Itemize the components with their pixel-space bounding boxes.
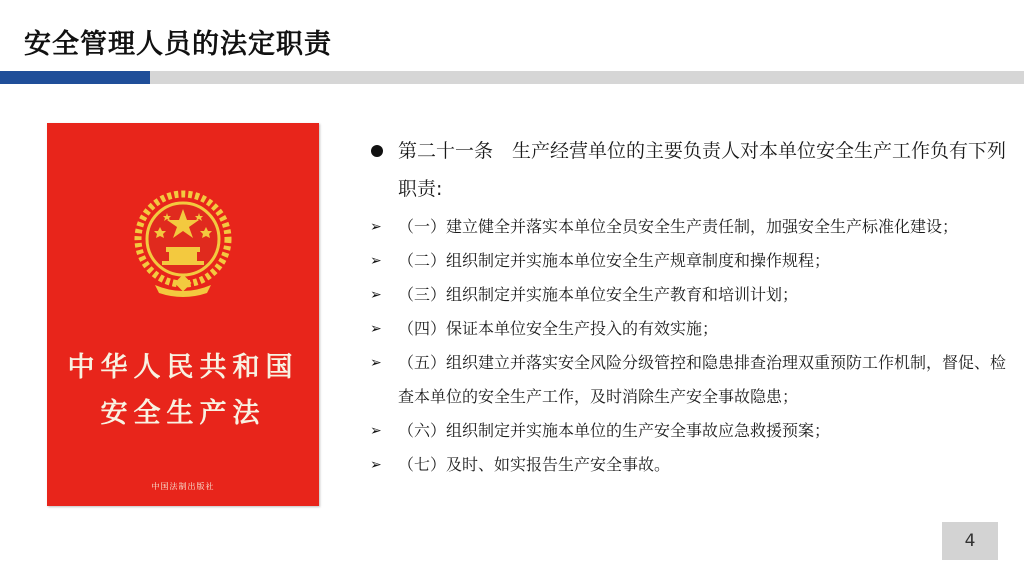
arrow-bullet-icon: ➢ (370, 287, 382, 303)
title-rule-accent (0, 71, 150, 84)
list-item (370, 210, 1018, 244)
list-item (370, 244, 1018, 278)
title-rule (150, 71, 1024, 84)
cover-title-line2: 安全生产法 (100, 398, 266, 429)
list-item (370, 278, 1018, 312)
slide-title: 安全管理人员的法定职责 (24, 29, 332, 60)
list-item (370, 448, 1018, 482)
list-item-text: （四）保证本单位安全生产投入的有效实施； (398, 319, 719, 338)
list-item (370, 312, 1018, 346)
arrow-bullet-icon: ➢ (370, 253, 382, 269)
arrow-bullet-icon: ➢ (370, 355, 382, 371)
list-item-text: （三）组织制定并实施本单位安全生产教育和培训计划； (398, 285, 799, 304)
cover-publisher: 中国法制出版社 (151, 482, 215, 491)
article-lead-text: 第二十一条 生产经营单位的主要负责人对本单位安全生产工作负有下列职责: (398, 140, 1007, 200)
article-content (370, 132, 1018, 482)
list-item-text: （二）组织制定并实施本单位安全生产规章制度和操作规程； (398, 251, 831, 270)
bullet-dot-icon (371, 145, 383, 157)
duty-list (370, 210, 1018, 482)
national-emblem-icon (133, 189, 233, 301)
arrow-bullet-icon: ➢ (370, 219, 382, 235)
article-lead (370, 132, 1018, 208)
list-item-text: （六）组织制定并实施本单位的生产安全事故应急救援预案； (398, 421, 831, 440)
list-item (370, 346, 1018, 414)
list-item-text: （一）建立健全并落实本单位全员安全生产责任制，加强安全生产标准化建设； (398, 217, 959, 236)
book-cover-image (47, 123, 319, 506)
cover-title-line1: 中华人民共和国 (67, 352, 299, 383)
arrow-bullet-icon: ➢ (370, 457, 382, 473)
list-item-text: （五）组织建立并落实安全风险分级管控和隐患排查治理双重预防工作机制，督促、检查本单位的安全生产工作，及时消除生产安全事故隐患； (398, 353, 1007, 406)
list-item-text: （七）及时、如实报告生产安全事故。 (398, 455, 671, 474)
arrow-bullet-icon: ➢ (370, 423, 382, 439)
arrow-bullet-icon: ➢ (370, 321, 382, 337)
list-item (370, 414, 1018, 448)
page-number: 4 (942, 522, 998, 560)
